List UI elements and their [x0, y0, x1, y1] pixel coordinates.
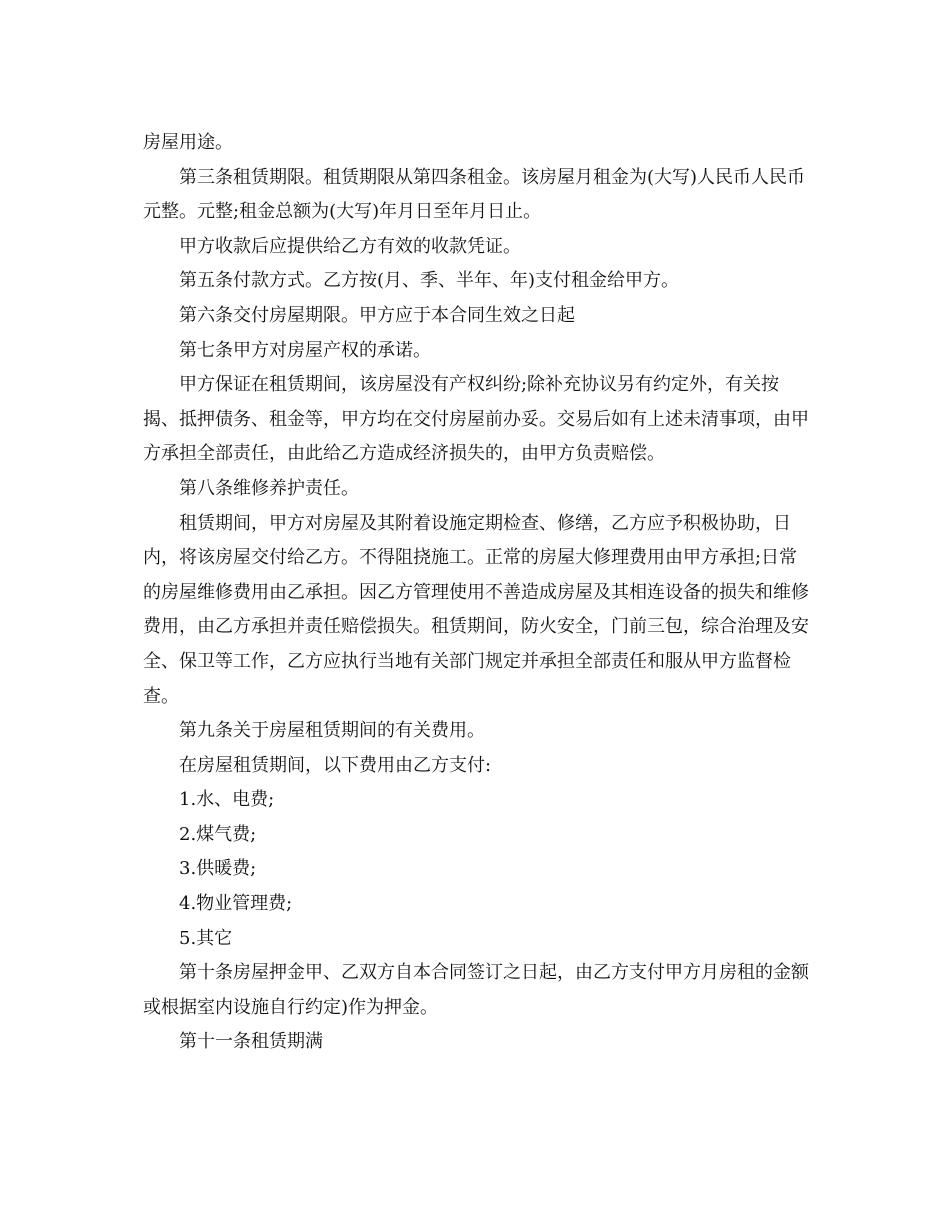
paragraph-12: 第十条房屋押金甲、乙双方自本合同签订之日起，由乙方支付甲方月房租的金额或根据室内设施自行约定)作为押金。 — [143, 962, 809, 1018]
list-item-5: 5.其它 — [179, 927, 233, 949]
paragraph-5: 第六条交付房屋期限。甲方应于本合同生效之日起 — [179, 304, 575, 326]
paragraph-4: 第五条付款方式。乙方按(月、季、半年、年)支付租金给甲方。 — [179, 270, 680, 292]
list-item-1: 1.水、电费; — [179, 789, 275, 811]
paragraph-8: 第八条维修养护责任。 — [179, 477, 359, 499]
paragraph-1: 房屋用途。 — [143, 132, 233, 153]
paragraph-11: 在房屋租赁期间，以下费用由乙方支付: — [179, 754, 492, 776]
list-item-3: 3.供暖费; — [179, 858, 257, 880]
paragraph-2: 第三条租赁期限。租赁期限从第四条租金。该房屋月租金为(大写)人民币人民币元整。元整;租金总额为(大写)年月日至年月日止。 — [143, 166, 806, 223]
paragraph-6: 第七条甲方对房屋产权的承诺。 — [179, 339, 431, 361]
paragraph-9: 租赁期间，甲方对房屋及其附着设施定期检查、修缮，乙方应予积极协助，日内，将该房屋交付给乙方。不得阻挠施工。正常的房屋大修理费用由甲方承担;日常的房屋维修费用由乙承担。因乙方管理使用不善造成房屋及其相连设备的损失和维修费用，由乙方承担并责任赔偿损失。租赁期间，防火安全，门前三包，综合治理及安全、保卫等工作，乙方应执行当地有关部门规定并承担全部责任和服从甲方监督检查。 — [143, 512, 809, 707]
list-item-2: 2.煤气费; — [179, 823, 257, 845]
list-item-4: 4.物业管理费; — [179, 893, 293, 915]
paragraph-10: 第九条关于房屋租赁期间的有关费用。 — [179, 720, 485, 742]
paragraph-13: 第十一条租赁期满 — [179, 1031, 323, 1053]
paragraph-3: 甲方收款后应提供给乙方有效的收款凭证。 — [179, 235, 521, 257]
paragraph-7: 甲方保证在租赁期间，该房屋没有产权纠纷;除补充协议另有约定外，有关按揭、抵押债务、租金等，甲方均在交付房屋前办妥。交易后如有上述未清事项，由甲方承担全部责任，由此给乙方造成经济损失的，由甲方负责赔偿。 — [143, 374, 809, 465]
